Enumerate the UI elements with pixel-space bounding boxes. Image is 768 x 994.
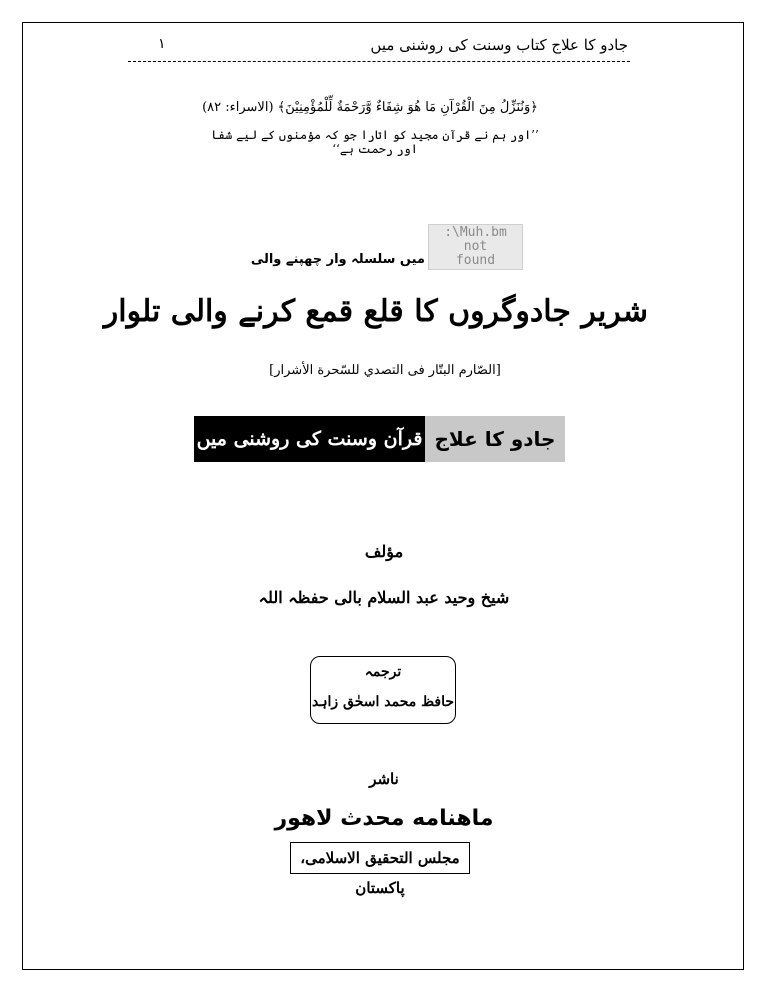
translator-label: ترجمہ (364, 664, 402, 680)
stamp-line-2: not (463, 239, 488, 254)
running-title: جادو کا علاج کتاب وسنت کی روشنی میں (370, 36, 628, 54)
author-label: مؤلف (364, 542, 404, 561)
missing-image-placeholder (428, 224, 523, 270)
publisher-name: ماهنامه محدث لاهور (274, 806, 494, 831)
page-number: ۱ (158, 36, 166, 52)
series-note: میں سلسلہ وار چھپنے والی (250, 252, 425, 267)
publisher-label: ناشر (369, 770, 399, 788)
author-name: شیخ وحید عبد السلام بالی حفظہ اللہ (258, 588, 510, 607)
arabic-original-title: [الصّارم البتّار فى التصدي للسّحرة الأشرار] (269, 363, 501, 378)
stamp-line-1: :\Muh.bm (444, 225, 507, 240)
stamp-line-3: found (455, 253, 496, 268)
book-title: شریر جادوگروں کا قلع قمع کرنے والی تلوار (103, 294, 648, 329)
banner-dark-segment: قرآن وسنت کی روشنی میں (194, 416, 425, 462)
publisher-organization: مجلس التحقیق الاسلامی، پاکستان (290, 842, 470, 874)
header-divider (128, 61, 630, 62)
verse-translation: ’’اور ہم نے قرآن مجید کو اتارا جو کہ مؤمنوں کے لیے شفا اور رحمت ہے‘‘ (211, 128, 539, 156)
quran-verse: ﴿وَنُنَزِّلُ مِنَ الْقُرْآنِ مَا هُوَ شِفَاءٌ وَّرَحْمَةٌ لِّلْمُؤْمِنِيْنَ﴾ (الاسراء: ۸۲) (202, 100, 538, 115)
translator-name: حافظ محمد اسحٰق زاہد (311, 694, 455, 710)
banner-light-segment: جادو کا علاج (425, 416, 565, 462)
